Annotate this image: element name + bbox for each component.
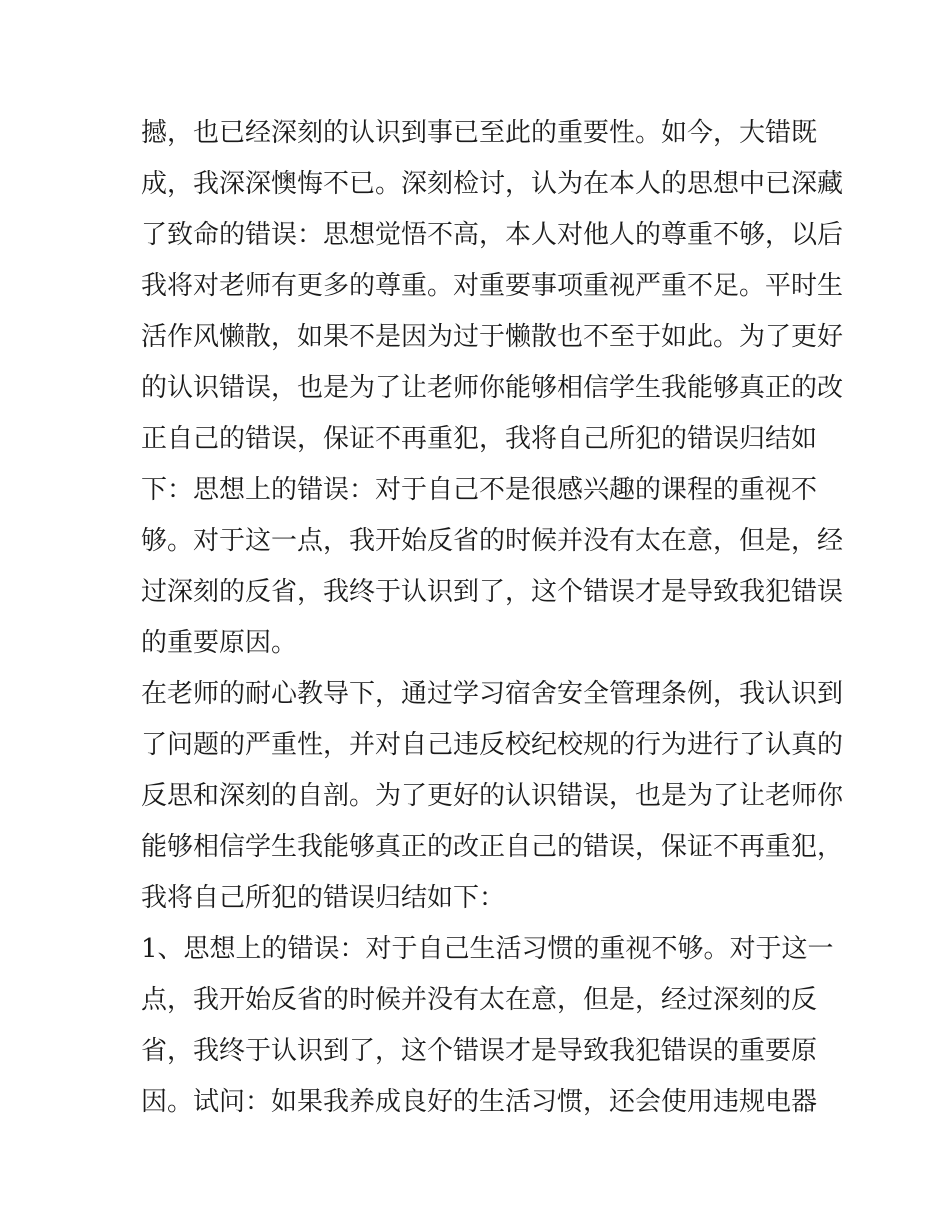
- text-line: 1、思想上的错误：对于自己生活习惯的重视不够。对于这一: [141, 934, 834, 964]
- text-line: 成，我深深懊悔不已。深刻检讨，认为在本人的思想中已深藏: [141, 169, 844, 199]
- text-line: 的重要原因。: [141, 628, 298, 658]
- text-line: 点，我开始反省的时候并没有太在意，但是，经过深刻的反: [141, 985, 818, 1015]
- text-line: 了问题的严重性，并对自己违反校纪校规的行为进行了认真的: [141, 730, 844, 760]
- text-line: 下：思想上的错误：对于自己不是很感兴趣的课程的重视不: [141, 475, 818, 505]
- text-line: 过深刻的反省，我终于认识到了，这个错误才是导致我犯错误: [141, 577, 844, 607]
- text-line: 撼，也已经深刻的认识到事已至此的重要性。如今，大错既: [141, 118, 818, 148]
- document-body: [141, 108, 844, 1128]
- text-line: 因。试问：如果我养成良好的生活习惯，还会使用违规电器: [141, 1087, 818, 1117]
- text-line: 我将对老师有更多的尊重。对重要事项重视严重不足。平时生: [141, 271, 844, 301]
- text-line: 我将自己所犯的错误归结如下：: [141, 883, 506, 913]
- text-line: 省，我终于认识到了，这个错误才是导致我犯错误的重要原: [141, 1036, 818, 1066]
- text-line: 反思和深刻的自剖。为了更好的认识错误，也是为了让老师你: [141, 781, 844, 811]
- text-line: 正自己的错误，保证不再重犯，我将自己所犯的错误归结如: [141, 424, 818, 454]
- text-line: 在老师的耐心教导下，通过学习宿舍安全管理条例，我认识到: [141, 679, 844, 709]
- text-line: 的认识错误，也是为了让老师你能够相信学生我能够真正的改: [141, 373, 844, 403]
- text-line: 活作风懒散，如果不是因为过于懒散也不至于如此。为了更好: [141, 322, 844, 352]
- text-line: 能够相信学生我能够真正的改正自己的错误，保证不再重犯，: [141, 832, 844, 862]
- text-line: 了致命的错误：思想觉悟不高，本人对他人的尊重不够，以后: [141, 220, 844, 250]
- text-line: 够。对于这一点，我开始反省的时候并没有太在意，但是，经: [141, 526, 844, 556]
